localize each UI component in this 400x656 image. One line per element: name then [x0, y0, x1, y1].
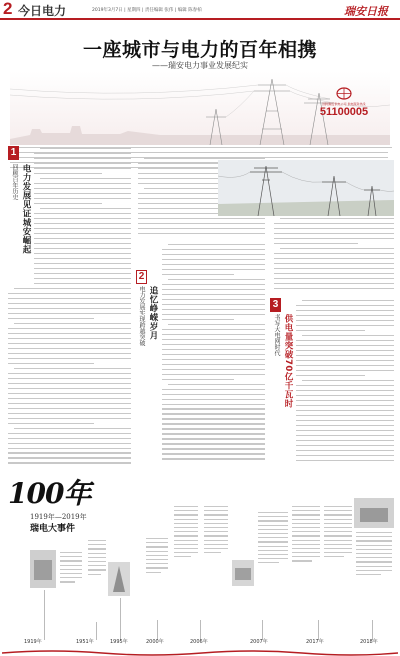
section-1-number: 1 — [8, 146, 19, 160]
timeline-mark-1951: 1951年 — [76, 639, 94, 645]
section-title: 今日电力 — [18, 4, 67, 18]
section-2-number: 2 — [136, 270, 147, 284]
article-subtitle: ——瑞安电力事业发展纪实 — [152, 61, 248, 70]
tower-photo — [218, 160, 394, 216]
timeline-mark-2006: 2006年 — [190, 639, 208, 645]
section-3-number: 3 — [270, 298, 281, 312]
page-number: 2 — [3, 0, 13, 18]
timeline-stem — [120, 598, 121, 640]
badge-tagline: 国网瑞安供电公司 供电服务热线 — [322, 102, 366, 106]
event-text-1919 — [60, 552, 82, 618]
event-text-2017b — [324, 506, 352, 618]
page-header — [0, 0, 400, 20]
issue-info: 2019年3月7日 | 星期四 | 责任编辑 张伟 | 编辑 陈春柏 — [92, 8, 202, 13]
timeline-mark-2007: 2007年 — [250, 639, 268, 645]
section-1-text-a — [34, 148, 131, 286]
section-2-subtitle: 电力发展实现跨越突破 — [138, 286, 145, 346]
event-photo-2007 — [232, 560, 254, 586]
timeline-years: 1919年—2019年 — [30, 513, 87, 521]
timeline-heading: 瑞电大事件 — [30, 524, 76, 534]
timeline-stem — [44, 590, 45, 640]
event-text-2006b — [204, 506, 228, 618]
section-3-title: 供电量突破70亿千瓦时 — [283, 314, 293, 408]
event-text-2017 — [292, 506, 320, 618]
event-photo-2018 — [354, 498, 394, 528]
timeline-mark-1995: 1995年 — [110, 639, 128, 645]
section-1-title: 电力发展见证城安崛起 — [21, 164, 31, 254]
section-1-subtitle: 回顾百年历史 — [11, 164, 18, 200]
hotline-number: 51100005 — [319, 106, 369, 118]
event-text-2000 — [146, 538, 168, 618]
timeline-mark-2018: 2018年 — [360, 639, 378, 645]
timeline-stem — [157, 620, 158, 640]
timeline-mark-2000: 2000年 — [146, 639, 164, 645]
timeline-stem — [318, 620, 319, 640]
section-2-text-b — [162, 244, 265, 466]
event-photo-1919 — [30, 550, 56, 588]
section-3-text-b — [296, 300, 394, 466]
section-1 — [6, 144, 131, 468]
event-text-2006 — [174, 506, 198, 618]
event-text-1951 — [88, 540, 106, 620]
section-3 — [270, 210, 394, 468]
article-title: 一座城市与电力的百年相携 — [82, 39, 317, 61]
timeline-mark-1919: 1919年 — [24, 639, 42, 645]
timeline-big-label: 100年 — [8, 477, 91, 510]
timeline-stem — [96, 622, 97, 640]
hotline-badge — [318, 86, 370, 118]
timeline-stem — [372, 620, 373, 640]
timeline-mark-2017: 2017年 — [306, 639, 324, 645]
event-text-2018 — [356, 532, 392, 618]
masthead-logo: 瑞安日报 — [344, 5, 388, 18]
section-3-text-a — [274, 218, 394, 296]
timeline-stem — [262, 620, 263, 640]
section-3-subtitle: 书写大电网时代 — [273, 314, 280, 356]
timeline-section — [0, 470, 400, 656]
section-1-text-b — [8, 288, 131, 466]
section-2-title: 追忆峥嵘岁月 — [148, 286, 158, 340]
timeline-stem — [200, 620, 201, 640]
event-photo-1995 — [108, 562, 130, 596]
event-text-2007 — [258, 512, 288, 618]
state-grid-logo-icon — [331, 86, 357, 101]
